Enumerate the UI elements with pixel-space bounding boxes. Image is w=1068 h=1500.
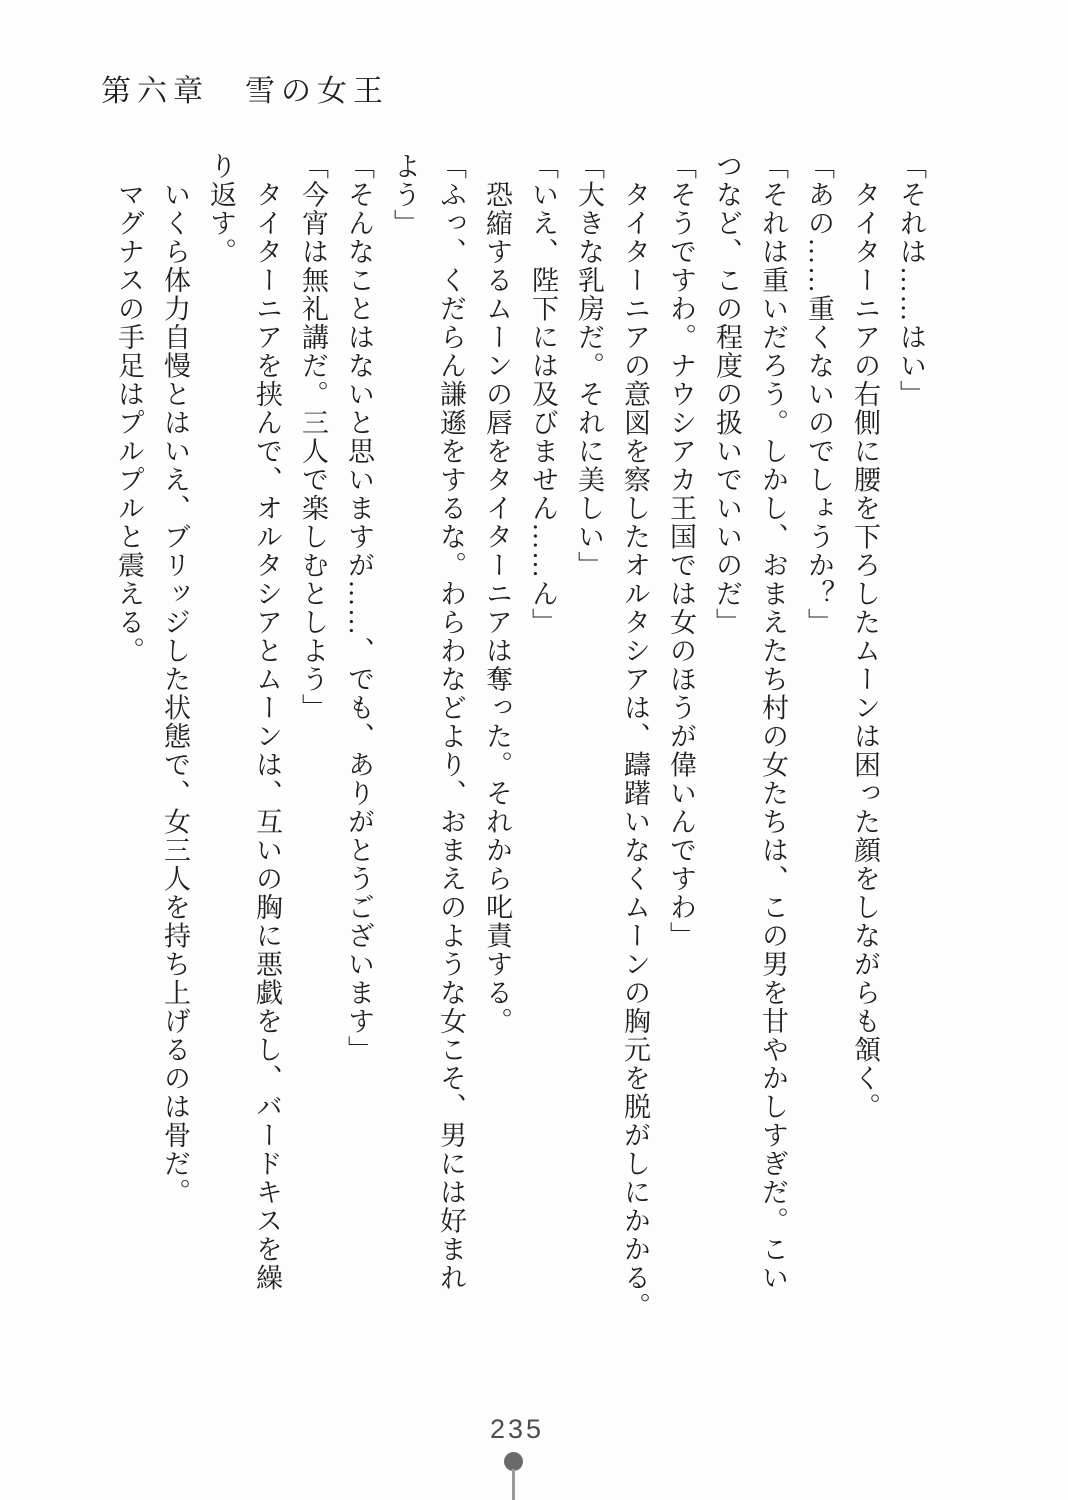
text-column: り返す。 <box>206 152 236 266</box>
text-column: 「いえ、陛下には及びません……ん」 <box>528 152 558 637</box>
text-column: 「大きな乳房だ。それに美しい」 <box>574 152 604 580</box>
text-column: 「ふっ、くだらん謙遜をするな。わらわなどより、おまえのような女こそ、男には好まれ <box>436 152 466 1292</box>
text-column: よう」 <box>390 152 420 238</box>
text-column: タイターニアの意図を察したオルタシアは、躊躇いなくムーンの胸元を脱がしにかかる。 <box>620 152 650 1321</box>
text-column: いくら体力自慢とはいえ、ブリッジした状態で、女三人を持ち上げるのは骨だ。 <box>160 152 190 1207</box>
text-column: マグナスの手足はプルプルと震える。 <box>114 152 144 665</box>
footer-line-ornament <box>512 1469 515 1500</box>
text-column: つなど、この程度の扱いでいいのだ」 <box>712 152 742 637</box>
text-column: タイターニアの右側に腰を下ろしたムーンは困った顔をしながらも頷く。 <box>850 152 880 1121</box>
chapter-header: 第六章 雪の女王 <box>101 75 389 108</box>
text-column: 「そうですわ。ナウシアカ王国では女のほうが偉いんですわ」 <box>666 152 696 950</box>
body-text <box>106 152 934 1352</box>
text-column: タイターニアを挟んで、オルタシアとムーンは、互いの胸に悪戯をし、バードキスを繰 <box>252 152 282 1292</box>
page-number: 235 <box>489 1414 545 1444</box>
text-column: 「そんなことはないと思いますが……、でも、ありがとうございます」 <box>344 152 374 1064</box>
text-column: 「あの……重くないのでしょうか？」 <box>804 152 834 637</box>
text-column: 「今宵は無礼講だ。三人で楽しむとしよう」 <box>298 152 328 722</box>
text-column: 「それは重いだろう。しかし、おまえたち村の女たちは、この男を甘やかしすぎだ。こい <box>758 152 788 1292</box>
text-column: 「それは……はい」 <box>896 152 926 409</box>
text-column: 恐縮するムーンの唇をタイターニアは奪った。それから叱責する。 <box>482 152 512 1036</box>
